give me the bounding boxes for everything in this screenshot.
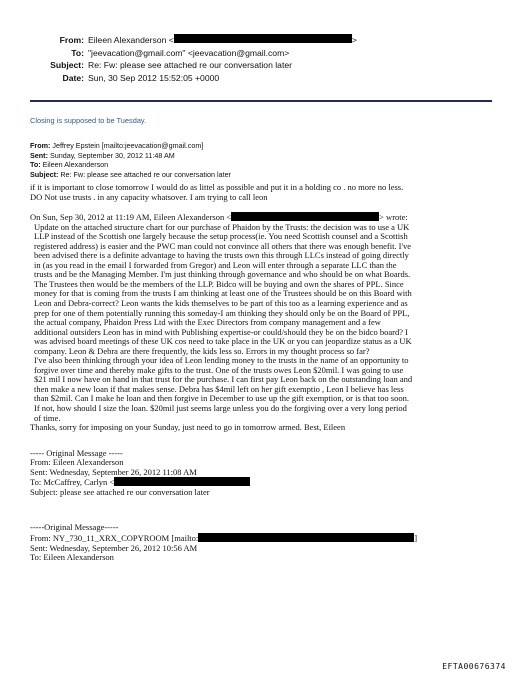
closing-note: Closing is supposed to be Tuesday. [30, 116, 147, 125]
body-line: was advised board meetings of these UK cos need to take place in the UK or you can jeopardize status as a UK [34, 336, 412, 347]
body-line: prep for one of them potentially running this someday-I am thinking they should only be on the Board of PPL, [34, 307, 410, 318]
body-line: I've also been thinking through your idea of Leon lending money to the trusts in the name of an opportunity to [34, 355, 409, 366]
forwarded-to-value: Eileen Alexanderson [42, 160, 109, 170]
bates-number: EFTA00676374 [442, 662, 506, 671]
body-line: than $2mil. Can I make he loan and then forgive in December to use up the gift exemption, or is that too soon. [34, 393, 409, 404]
from-label: From: [59, 35, 84, 45]
body-line: money for that is coming from the trusts I am thinking at least one of the Trustees should be on this Board with [34, 288, 412, 299]
reply-line: if it is important to close tomorrow I would do as littel as possible and put it in a holding co . no more no less. [30, 182, 404, 192]
header-to-row [14, 47, 494, 60]
body-line: If not, how should I size the loan. $20mil just seems large unless you do the forgiving over a very long period [34, 403, 407, 414]
forwarded-to-label: To: [30, 160, 41, 170]
redaction-bar [174, 34, 352, 43]
orig2-to: To: Eileen Alexanderson [30, 552, 114, 563]
body-line: trusts and be the Managing Member. I'm just thinking through governance and who should be on what Boards. [34, 269, 411, 280]
from-value-tail: > [351, 35, 357, 45]
body-line: $21 mil I now have on hand in that trust for the purchase. I can first pay Leon back on the outstanding loan and [34, 374, 413, 385]
forwarded-sent-value: Sunday, September 30, 2012 11:48 AM [49, 150, 175, 160]
body-line: the actual company, Phaidon Press Ltd with the Exec Directors from company management and a few [34, 317, 381, 328]
spacer [30, 497, 498, 513]
redaction-bar [198, 533, 414, 542]
orig2-heading: -----Original Message----- [30, 522, 119, 533]
quoted-paragraph-1 [30, 223, 498, 357]
subject-value: Re: Fw: please see attached re our conversation later [88, 60, 292, 70]
header-divider [30, 100, 492, 102]
forwarded-to-row [30, 160, 231, 170]
body-line: forgive over time and thereby make gifts to the trust. One of the trusts owes Leon $20mil. I was going to use [34, 364, 404, 375]
orig1-subject: Subject: please see attached re our conversation later [30, 486, 210, 497]
closing-line: Thanks, sorry for imposing on your Sunday, just need to go in tomorrow armed. Best, Eileen [30, 422, 346, 433]
orig2-from [30, 533, 498, 544]
email-header [14, 34, 494, 84]
body-line: Update on the attached structure chart for our purchase of Phaidon by the Trusts: the decision was to use a UK [34, 221, 410, 232]
spacer [30, 202, 498, 212]
forwarded-subject-label: Subject: [30, 169, 59, 179]
header-subject-row [14, 59, 494, 72]
to-value: "jeevacation@gmail.com" <jeevacation@gmail.com> [88, 47, 290, 58]
quote-intro-start: On Sun, Sep 30, 2012 at 11:19 AM, Eileen Alexanderson < [30, 212, 232, 223]
forwarded-from-row [30, 141, 231, 151]
orig2-sent: Sent: Wednesday, September 26, 2012 10:56 AM [30, 542, 198, 553]
redaction-bar [231, 212, 379, 221]
body-line: LLP instead of the Scottish one largely because the setup process(ie. You need Scottish counsel and a Scottish [34, 231, 408, 242]
body-line: additional outsiders Leon has in mind with Publishing expertise-or could/should they be on the bidco board? I [34, 326, 408, 337]
body-line: in (as you read in the email I forwarded from Gregor) and Leon will enter through a separate LLC than the [34, 259, 397, 270]
from-value: Eileen Alexanderson < [88, 35, 174, 45]
quote-intro-end: > wrote: [379, 212, 408, 223]
quoted-paragraph-2 [30, 356, 498, 423]
subject-label: Subject: [50, 60, 84, 70]
date-label: Date: [62, 72, 84, 83]
reply-line: DO Not use trusts . in any capacity whatsover. I am trying to call leon [30, 191, 268, 202]
orig1-sent: Sent: Wednesday, September 26, 2012 11:08 AM [30, 466, 197, 477]
forwarded-from-value: Jeffrey Epstein [mailto:jeevacation@gmail.com] [52, 141, 204, 150]
spacer [30, 433, 498, 449]
body-line: of time. [34, 412, 61, 423]
orig1-from: From: Eileen Alexanderson [30, 457, 124, 468]
orig1-heading: ----- Original Message ----- [30, 447, 123, 458]
forwarded-subject-value: Re: Fw: please see attached re our conversation later [60, 169, 231, 179]
body-line: then make a new loan if that makes sense. Debra has $4mil left on her gift exemptio , Leon I believe has less [34, 383, 404, 394]
orig1-to-start: To: McCaffrey, Carlyn < [30, 477, 115, 488]
orig2-from-end: ] [414, 532, 418, 543]
date-value: Sun, 30 Sep 2012 15:52:05 +0000 [88, 72, 220, 83]
body-line: The Trustees then would be the members of the LLP. Bidco will be buying and own the shares of PPL. Since [34, 278, 404, 289]
to-label: To: [71, 47, 84, 58]
body-line: Leon and Debra-correct? Leon wants the kids themselves to be part of this too as a learning experience and as [34, 298, 408, 309]
forwarded-from-label: From: [30, 141, 51, 150]
forwarded-header [30, 141, 231, 179]
body-line: registered address) is easier and the PWC man could not convince all others that there was enough benefit. I've [34, 240, 412, 251]
orig2-from-start: From: NY_730_11_XRX_COPYROOM [mailto: [30, 532, 199, 543]
forwarded-sent-row [30, 151, 231, 161]
email-body [30, 183, 498, 563]
body-line: company. Leon & Debra are there frequently, the kids less so. Errors in my thought process so far? [34, 345, 370, 356]
header-from-row [14, 34, 494, 47]
header-date-row [14, 72, 494, 85]
forwarded-subject-row [30, 170, 231, 180]
forwarded-sent-label: Sent: [30, 150, 48, 160]
body-line: been advised there is a definite advantage to having the trusts own this through LLCs instead of going directly [34, 250, 409, 261]
redaction-bar [114, 477, 250, 486]
